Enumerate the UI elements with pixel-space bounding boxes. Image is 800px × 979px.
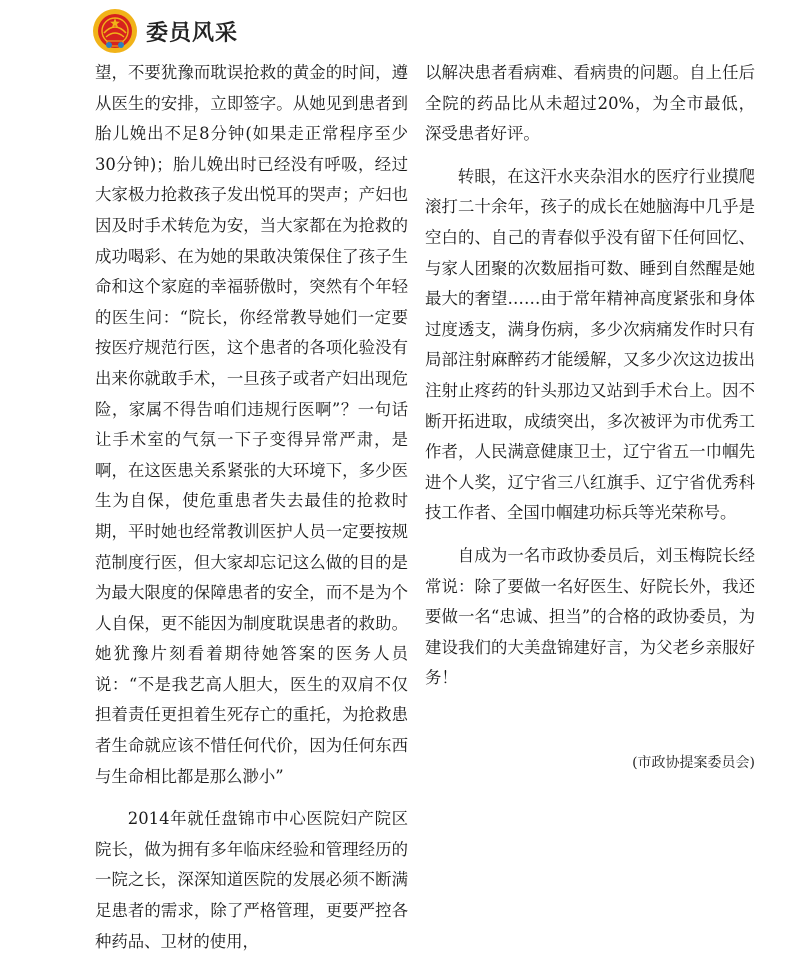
article-paragraph: 以解决患者看病难、看病贵的问题。自上任后全院的药品比从未超过20%，为全市最低，深受患者好评。 — [425, 63, 755, 144]
page-header — [92, 6, 238, 56]
section-title: 委员风采 — [146, 20, 239, 46]
article-source: (市政协提案委员会) — [632, 755, 755, 771]
cppcc-emblem-icon — [92, 8, 138, 54]
article-paragraph: 2014年就任盘锦市中心医院妇产院区院长，做为拥有多年临床经验和管理经历的一院之长，深深知道医院的发展必须不断满足患者的需求，除了严格管理，更要严控各种药品、卫材的使用， — [95, 809, 408, 951]
article-paragraph: 自成为一名市政协委员后，刘玉梅院长经常说：除了要做一名好医生、好院长外，我还要做一名“忠诚、担当”的合格的政协委员，为建设我们的大美盘锦建好言，为父老乡亲服好务！ — [425, 545, 755, 688]
article-paragraph: 望，不要犹豫而耽误抢救的黄金的时间，遵从医生的安排，立即签字。从她见到患者到胎儿娩出不足8分钟(如果走正常程序至少30分钟)；胎儿娩出时已经没有呼吸，经过大家极力抢救孩子发出悦耳的哭声；产妇也因及时手术转危为安，当大家都在为抢救的成功喝彩、在为她的果敢决策保住了孩子生命和这个家庭的幸福骄傲时，突然有个年轻的医生问：“院长，你经常教导她们一定要按医疗规范行医，这个患者的各项化验没有出来你就敢手术，一旦孩子或者产妇出现危险，家属不得告咱们违规行医啊”？一句话让手术室的气氛一下子变得异常严肃，是啊，在这医患关系紧张的大环境下，多少医生为自保，使危重患者失去最佳的抢救时期，平时她也经常教训医护人员一定要按规范制度行医，但大家却忘记这么做的目的是为最大限度的保障患者的安全，而不是为个人自保，更不能因为制度耽误患者的救助。她犹豫片刻看着期待她答案的医务人员说：“不是我艺高人胆大，医生的双肩不仅担着责任更担着生死存亡的重托，为抢救患者生命就应该不惜任何代价，因为任何东西与生命相比都是那么渺小” — [95, 63, 408, 786]
article-right-column — [425, 58, 755, 694]
article-paragraph: 转眼，在这汗水夹杂泪水的医疗行业摸爬滚打二十余年，孩子的成长在她脑海中几乎是空白的、自己的青春似乎没有留下任何回忆、与家人团聚的次数屈指可数、睡到自然醒是她最大的奢望……由于常年精神高度紧张和身体过度透支，满身伤病，多少次病痛发作时只有局部注射麻醉药才能缓解，又多少次这边拔出注射止疼药的针头那边又站到手术台上。因不断开拓进取，成绩突出，多次被评为市优秀工作者，人民满意健康卫士，辽宁省五一巾帼先进个人奖，辽宁省三八红旗手、辽宁省优秀科技工作者、全国巾帼建功标兵等光荣称号。 — [425, 166, 755, 523]
article-left-column — [95, 58, 408, 957]
